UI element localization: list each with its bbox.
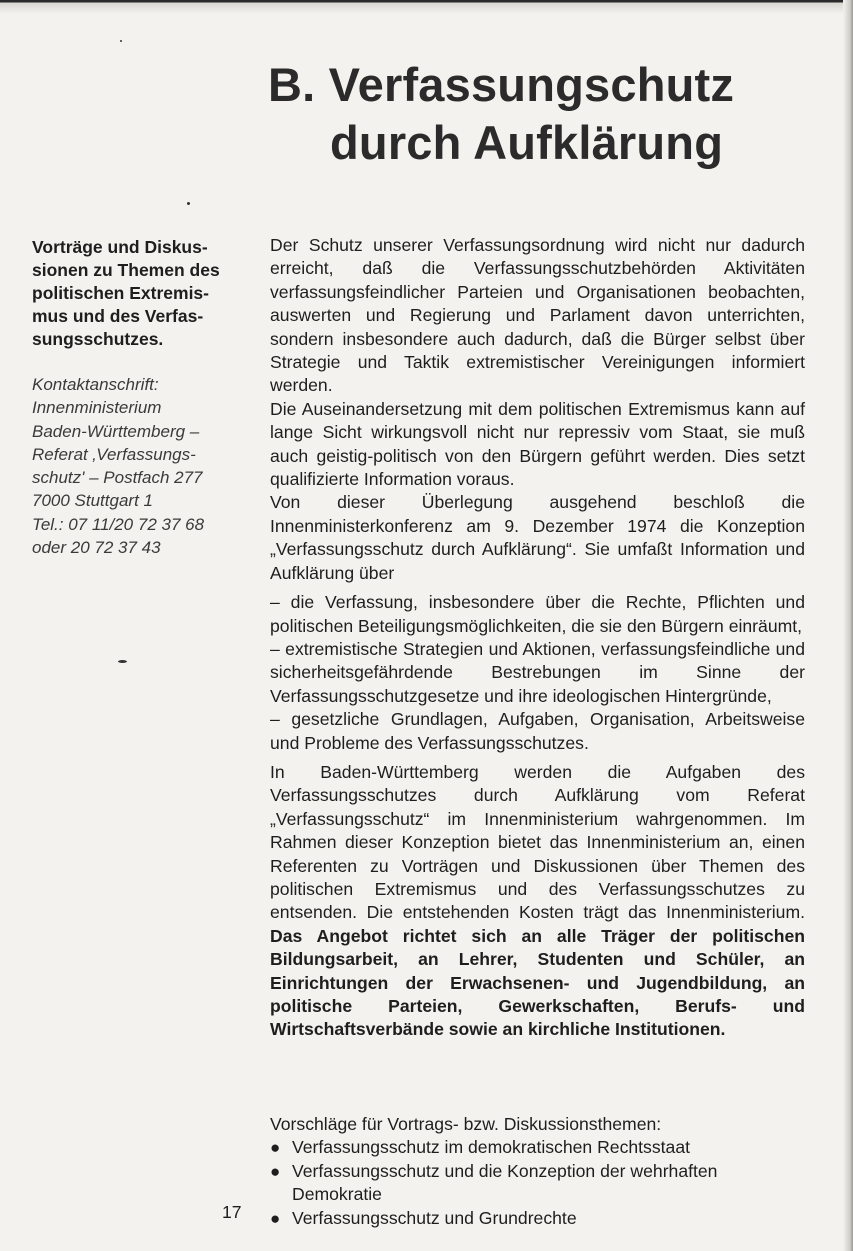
topic-list-item: – extremistische Strategien und Aktionen, verfassungsfeindliche und sicherheitsgefährdende Bestrebungen im Sinne der Verfassungsschutzgesetze und ihre ideologischen Hintergründe, xyxy=(270,638,805,706)
page-title-line-2: durch Aufklärung xyxy=(330,116,724,169)
bullet-icon: ● xyxy=(270,1161,281,1181)
topic-suggestions xyxy=(270,1113,810,1230)
page-title xyxy=(268,56,808,172)
suggestion-text: Verfassungsschutz und die Konzeption der wehrhaften Demokratie xyxy=(292,1160,718,1205)
contact-address: Kontaktanschrift: Innenministerium Baden-Württemberg – Referat ‚Verfassungs- schutz' – Postfach 277 7000 Stuttgart 1 Tel.: 07 11/20 72 37 68 oder 20 72 37 43 xyxy=(32,375,205,558)
page-edge-right xyxy=(843,0,853,1251)
bullet-icon: ● xyxy=(270,1138,281,1158)
sidebar-heading: Vorträge und Diskus- sionen zu Themen des politischen Extremis- mus und des Verfas- sungsschutzes. xyxy=(32,237,220,349)
topic-list-item: – die Verfassung, insbesondere über die Rechte, Pflichten und politischen Beteiligungsmöglichkeiten, die sie den Bürgern einräumt, xyxy=(270,592,805,636)
suggestion-item xyxy=(270,1136,810,1159)
paragraph-2: Die Auseinandersetzung mit dem politischen Extremismus kann auf lange Sicht wirkungsvoll nicht nur repressiv vom Staat, sie muß auch geistig-politisch von den Bürgern geführt werden. Dies setzt qualifizierte Information voraus. xyxy=(270,398,805,490)
paragraph-4 xyxy=(270,761,805,1042)
paragraph-1: Der Schutz unserer Verfassungsordnung wird nicht nur dadurch erreicht, daß die Verfassungsschutzbehörden Aktivitäten verfassungsfeindlicher Parteien und Organisationen beobachten, auswerten und Regierung und Parlament davon unterrichten, sondern insbesondere auch dadurch, daß die Bürger selbst über Strategie und Taktik extremistischer Vereinigungen informiert werden. xyxy=(270,235,805,396)
page-title-line-1: B. Verfassungschutz xyxy=(268,58,735,111)
scan-speck xyxy=(187,202,190,205)
page-number: 17 xyxy=(222,1202,242,1222)
bullet-icon: ● xyxy=(270,1208,281,1228)
suggestion-item xyxy=(270,1160,810,1207)
suggestion-text: Verfassungsschutz und Grundrechte xyxy=(292,1207,577,1228)
page-edge-top xyxy=(0,0,853,14)
suggestion-item xyxy=(270,1207,810,1230)
main-text xyxy=(270,234,805,1042)
scan-speck xyxy=(120,40,122,42)
sidebar xyxy=(32,236,242,559)
scan-speck xyxy=(118,660,127,663)
suggestion-text: Verfassungsschutz im demokratischen Rechtsstaat xyxy=(292,1137,690,1158)
paragraph-3: Von dieser Überlegung ausgehend beschloß die Innenministerkonferenz am 9. Dezember 1974 die Konzeption „Verfassungsschutz durch Aufklärung“. Sie umfaßt Information und Aufklärung über xyxy=(270,492,805,583)
suggestions-title: Vorschläge für Vortrags- bzw. Diskussionsthemen: xyxy=(270,1114,662,1134)
topic-list-item: – gesetzliche Grundlagen, Aufgaben, Organisation, Arbeitsweise und Probleme des Verfassungsschutzes. xyxy=(270,709,805,753)
paragraph-4-bold-text: Das Angebot richtet sich an alle Träger der politischen Bildungsarbeit, an Lehrer, Studenten und Schüler, an Einrichtungen der Erwachsenen- und Jugendbildung, an politische Parteien, Gewerkschaften, Berufs- und Wirtschaftsverbände sowie an kirchliche Institutionen. xyxy=(270,925,805,1040)
paragraph-4-text: In Baden-Württemberg werden die Aufgaben des Verfassungsschutzes durch Aufklärung vom Referat „Verfassungsschutz“ im Innenministerium wahrgenommen. Im Rahmen dieser Konzeption bietet das Innenministerium an, einen Referenten zu Vorträgen und Diskussionen über Themen des politischen Extremismus und des Verfassungsschutzes zu entsenden. Die entstehenden Kosten trägt das Innenministerium. xyxy=(270,761,805,923)
